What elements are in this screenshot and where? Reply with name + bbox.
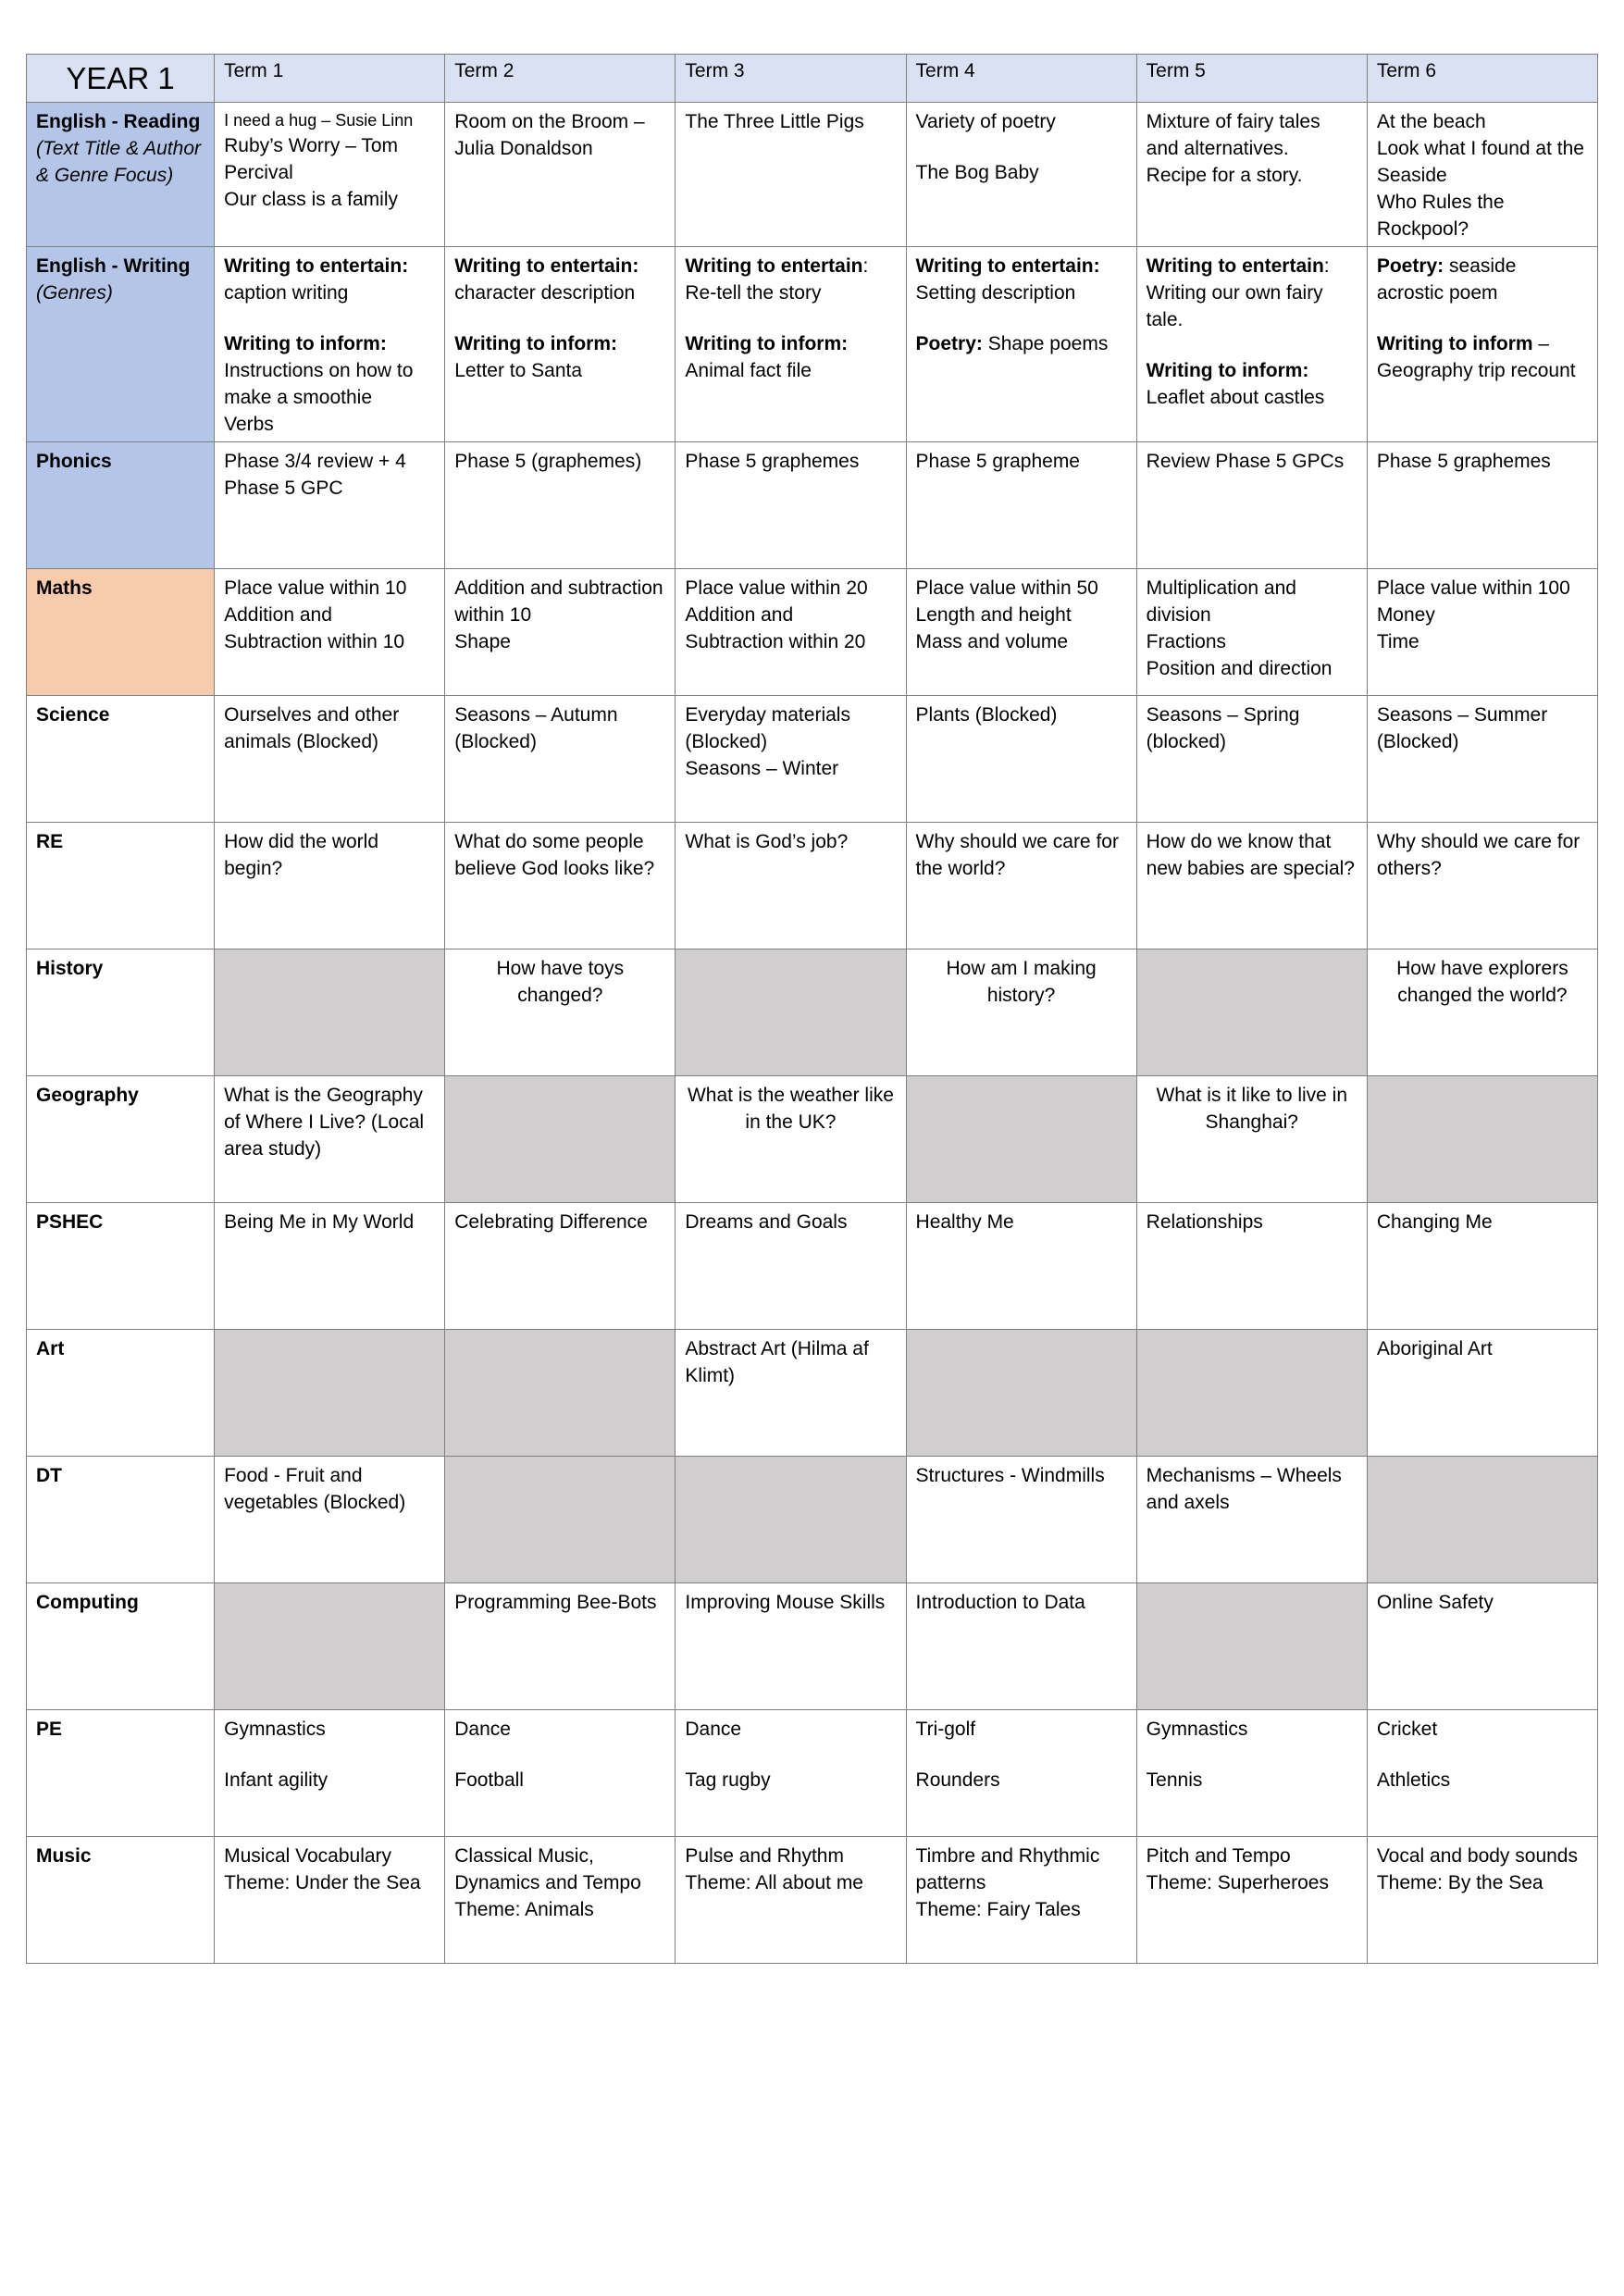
cell-pe-t5	[1136, 1710, 1367, 1837]
cell-line: Setting description	[915, 282, 1076, 304]
cell-science-t3	[676, 696, 906, 823]
cell-re-t5: How do we know that new babies are special?	[1136, 823, 1367, 949]
spacer	[1377, 1743, 1588, 1767]
cell-phonics-t5: Review Phase 5 GPCs	[1136, 442, 1367, 569]
spacer	[454, 306, 665, 330]
cell-dt-t6-empty	[1367, 1457, 1597, 1583]
cell-line: Tag rugby	[685, 1769, 771, 1791]
cell-line: Time	[1376, 631, 1419, 652]
subject-history: History	[27, 949, 215, 1076]
cell-line: caption writing	[224, 282, 349, 304]
cell-art-t3: Abstract Art (Hilma af Klimt)	[676, 1330, 906, 1457]
cell-line: Instructions on how to make a smoothie	[224, 360, 414, 408]
cell-science-t4: Plants (Blocked)	[906, 696, 1136, 823]
cell-dt-t3-empty	[676, 1457, 906, 1583]
cell-maths-t6	[1367, 569, 1597, 696]
row-maths	[27, 569, 1598, 696]
cell-reading-t4	[906, 103, 1136, 247]
cell-line: Dance	[685, 1719, 742, 1740]
row-pshec	[27, 1203, 1598, 1330]
cell-line: Athletics	[1376, 1769, 1451, 1791]
cell-pe-t3	[676, 1710, 906, 1837]
cell-line: Look what I found at the Seaside	[1376, 138, 1584, 186]
cell-maths-t3	[676, 569, 906, 696]
bold-label: Poetry:	[915, 333, 983, 354]
bold-label: Writing to inform:	[454, 333, 617, 354]
cell-pshec-t2: Celebrating Difference	[445, 1203, 676, 1330]
cell-line: Length and height	[915, 604, 1072, 626]
cell-line: Verbs	[224, 414, 274, 435]
subject-phonics: Phonics	[27, 442, 215, 569]
row-music	[27, 1837, 1598, 1964]
cell-line: Room on the Broom – Julia Donaldson	[454, 111, 645, 159]
cell-text: Letter to Santa	[454, 360, 583, 381]
bold-label: Writing to entertain	[685, 255, 863, 277]
cell-geography-t4-empty	[906, 1076, 1136, 1203]
cell-line: Timbre and Rhythmic patterns	[915, 1845, 1100, 1893]
cell-line: Who Rules the Rockpool?	[1376, 192, 1505, 240]
cell-reading-t3	[676, 103, 906, 247]
subject-name: English - Reading	[36, 111, 201, 132]
cell-line: Seasons – Winter	[685, 758, 839, 779]
cell-pe-t6	[1367, 1710, 1597, 1837]
cell-music-t4	[906, 1837, 1136, 1964]
cell-geography-t5: What is it like to live in Shanghai?	[1136, 1076, 1367, 1203]
cell-line: I need a hug – Susie Linn	[224, 111, 414, 130]
cell-text: Animal fact file	[685, 360, 812, 381]
cell-line: The Three Little Pigs	[685, 111, 864, 132]
cell-text: Leaflet about castles	[1146, 387, 1325, 408]
spacer	[224, 306, 435, 330]
cell-art-t5-empty	[1136, 1330, 1367, 1457]
subject-re: RE	[27, 823, 215, 949]
spacer	[916, 135, 1127, 159]
subject-pe: PE	[27, 1710, 215, 1837]
cell-line: Ruby’s Worry – Tom Percival	[224, 135, 399, 183]
cell-science-t6: Seasons – Summer (Blocked)	[1367, 696, 1597, 823]
cell-art-t4-empty	[906, 1330, 1136, 1457]
cell-line: Dance	[454, 1719, 511, 1740]
cell-line: Pitch and Tempo	[1146, 1845, 1291, 1867]
row-computing	[27, 1583, 1598, 1710]
cell-pshec-t5: Relationships	[1136, 1203, 1367, 1330]
subject-pshec: PSHEC	[27, 1203, 215, 1330]
spacer	[224, 1743, 435, 1767]
cell-line: Classical Music, Dynamics and Tempo	[454, 1845, 641, 1893]
subject-geography: Geography	[27, 1076, 215, 1203]
subject-science: Science	[27, 696, 215, 823]
cell-line: Variety of poetry	[915, 111, 1056, 132]
cell-pe-t2	[445, 1710, 676, 1837]
subject-english-reading	[27, 103, 215, 247]
cell-history-t2: How have toys changed?	[445, 949, 676, 1076]
cell-re-t6: Why should we care for others?	[1367, 823, 1597, 949]
cell-pe-t1	[215, 1710, 445, 1837]
cell-pshec-t6: Changing Me	[1367, 1203, 1597, 1330]
spacer	[1147, 333, 1357, 357]
cell-geography-t3: What is the weather like in the UK?	[676, 1076, 906, 1203]
bold-label: Writing to entertain:	[454, 255, 639, 277]
row-english-writing	[27, 247, 1598, 442]
cell-reading-t2	[445, 103, 676, 247]
cell-computing-t6: Online Safety	[1367, 1583, 1597, 1710]
cell-art-t6: Aboriginal Art	[1367, 1330, 1597, 1457]
cell-reading-t6	[1367, 103, 1597, 247]
cell-text: : Writing our own fairy tale.	[1146, 255, 1330, 330]
cell-phonics-t2: Phase 5 (graphemes)	[445, 442, 676, 569]
cell-line: Theme: Superheroes	[1146, 1872, 1329, 1893]
cell-history-t6: How have explorers changed the world?	[1367, 949, 1597, 1076]
cell-science-t5: Seasons – Spring (blocked)	[1136, 696, 1367, 823]
cell-line: The Bog Baby	[915, 162, 1039, 183]
subject-maths: Maths	[27, 569, 215, 696]
cell-re-t4: Why should we care for the world?	[906, 823, 1136, 949]
bold-label: Poetry:	[1376, 255, 1444, 277]
term-3-header: Term 3	[676, 55, 906, 103]
cell-line: Position and direction	[1146, 658, 1333, 679]
spacer	[916, 1743, 1127, 1767]
cell-line: Theme: Animals	[454, 1899, 594, 1920]
spacer	[916, 306, 1127, 330]
cell-writing-t3	[676, 247, 906, 442]
cell-line: Recipe for a story.	[1146, 165, 1303, 186]
cell-line: Musical Vocabulary	[224, 1845, 392, 1867]
cell-line: Theme: Under the Sea	[224, 1872, 421, 1893]
row-pe	[27, 1710, 1598, 1837]
row-geography	[27, 1076, 1598, 1203]
cell-reading-t5	[1136, 103, 1367, 247]
cell-line: Mass and volume	[915, 631, 1069, 652]
cell-maths-t1	[215, 569, 445, 696]
row-dt	[27, 1457, 1598, 1583]
cell-line: At the beach	[1376, 111, 1486, 132]
cell-line: Fractions	[1146, 631, 1227, 652]
cell-line: Addition and subtraction within 10	[454, 577, 663, 626]
cell-writing-t5	[1136, 247, 1367, 442]
cell-line: Rounders	[915, 1769, 1000, 1791]
bold-label: Writing to inform:	[685, 333, 849, 354]
cell-line: Cricket	[1376, 1719, 1438, 1740]
cell-line: Our class is a family	[224, 189, 398, 210]
cell-writing-t4	[906, 247, 1136, 442]
subject-subtitle: (Genres)	[36, 282, 113, 304]
cell-line: Money	[1376, 604, 1435, 626]
cell-pshec-t1: Being Me in My World	[215, 1203, 445, 1330]
cell-phonics-t3: Phase 5 graphemes	[676, 442, 906, 569]
cell-geography-t6-empty	[1367, 1076, 1597, 1203]
cell-pe-t4	[906, 1710, 1136, 1837]
spacer	[685, 1743, 896, 1767]
subject-computing: Computing	[27, 1583, 215, 1710]
subject-dt: DT	[27, 1457, 215, 1583]
cell-dt-t5: Mechanisms – Wheels and axels	[1136, 1457, 1367, 1583]
cell-line: Pulse and Rhythm	[685, 1845, 844, 1867]
cell-writing-t6	[1367, 247, 1597, 442]
subject-english-writing	[27, 247, 215, 442]
cell-history-t3-empty	[676, 949, 906, 1076]
subject-name: English - Writing	[36, 255, 191, 277]
cell-maths-t5	[1136, 569, 1367, 696]
subject-subtitle: (Text Title & Author & Genre Focus)	[36, 138, 201, 186]
cell-phonics-t6: Phase 5 graphemes	[1367, 442, 1597, 569]
subject-art: Art	[27, 1330, 215, 1457]
bold-label: Writing to entertain:	[915, 255, 1100, 277]
row-re	[27, 823, 1598, 949]
cell-art-t1-empty	[215, 1330, 445, 1457]
cell-dt-t2-empty	[445, 1457, 676, 1583]
spacer	[1377, 306, 1588, 330]
cell-history-t4: How am I making history?	[906, 949, 1136, 1076]
header-row	[27, 55, 1598, 103]
cell-history-t1-empty	[215, 949, 445, 1076]
term-4-header: Term 4	[906, 55, 1136, 103]
bold-label: Writing to entertain:	[224, 255, 409, 277]
cell-geography-t1: What is the Geography of Where I Live? (Local area study)	[215, 1076, 445, 1203]
cell-line: Vocal and body sounds	[1376, 1845, 1578, 1867]
term-2-header: Term 2	[445, 55, 676, 103]
subject-music: Music	[27, 1837, 215, 1964]
spacer	[1147, 1743, 1357, 1767]
cell-computing-t1-empty	[215, 1583, 445, 1710]
cell-science-t1: Ourselves and other animals (Blocked)	[215, 696, 445, 823]
cell-phonics-t4: Phase 5 grapheme	[906, 442, 1136, 569]
cell-history-t5-empty	[1136, 949, 1367, 1076]
cell-line: character description	[454, 282, 636, 304]
cell-line: Gymnastics	[224, 1719, 326, 1740]
cell-computing-t4: Introduction to Data	[906, 1583, 1136, 1710]
cell-text: – Geography trip recount	[1376, 333, 1576, 381]
cell-line: Infant agility	[224, 1769, 329, 1791]
cell-re-t2: What do some people believe God looks like?	[445, 823, 676, 949]
cell-text: : Re-tell the story	[685, 255, 869, 304]
cell-phonics-t1: Phase 3/4 review + 4 Phase 5 GPC	[215, 442, 445, 569]
term-1-header: Term 1	[215, 55, 445, 103]
cell-re-t1: How did the world begin?	[215, 823, 445, 949]
bold-label: Writing to inform:	[1146, 360, 1309, 381]
cell-line: Tri-golf	[915, 1719, 976, 1740]
term-5-header: Term 5	[1136, 55, 1367, 103]
cell-line: Tennis	[1146, 1769, 1203, 1791]
cell-computing-t2: Programming Bee-Bots	[445, 1583, 676, 1710]
cell-line: Place value within 50	[915, 577, 1098, 599]
cell-writing-t1	[215, 247, 445, 442]
curriculum-table	[26, 54, 1598, 1964]
spacer	[454, 1743, 665, 1767]
row-art	[27, 1330, 1598, 1457]
cell-line: Gymnastics	[1146, 1719, 1248, 1740]
cell-line: Place value within 10	[224, 577, 407, 599]
cell-dt-t1: Food - Fruit and vegetables (Blocked)	[215, 1457, 445, 1583]
bold-label: Writing to inform	[1376, 333, 1533, 354]
cell-music-t5	[1136, 1837, 1367, 1964]
cell-music-t6	[1367, 1837, 1597, 1964]
cell-maths-t4	[906, 569, 1136, 696]
row-science	[27, 696, 1598, 823]
term-6-header: Term 6	[1367, 55, 1597, 103]
cell-pshec-t3: Dreams and Goals	[676, 1203, 906, 1330]
cell-line: Theme: All about me	[685, 1872, 863, 1893]
cell-line: Multiplication and division	[1146, 577, 1296, 626]
cell-line: Place value within 20	[685, 577, 868, 599]
bold-label: Writing to entertain	[1146, 255, 1324, 277]
cell-text: seaside acrostic poem	[1376, 255, 1517, 304]
cell-reading-t1	[215, 103, 445, 247]
cell-line: Addition and Subtraction within 10	[224, 604, 405, 652]
cell-line: Mixture of fairy tales and alternatives.	[1146, 111, 1320, 159]
cell-music-t3	[676, 1837, 906, 1964]
cell-pshec-t4: Healthy Me	[906, 1203, 1136, 1330]
bold-label: Writing to inform:	[224, 333, 387, 354]
cell-line: Theme: By the Sea	[1376, 1872, 1543, 1893]
cell-line: Football	[454, 1769, 524, 1791]
cell-writing-t2	[445, 247, 676, 442]
cell-geography-t2-empty	[445, 1076, 676, 1203]
cell-line: Addition and Subtraction within 20	[685, 604, 866, 652]
cell-computing-t3: Improving Mouse Skills	[676, 1583, 906, 1710]
cell-dt-t4: Structures - Windmills	[906, 1457, 1136, 1583]
cell-line: Place value within 100	[1376, 577, 1570, 599]
cell-music-t2	[445, 1837, 676, 1964]
cell-music-t1	[215, 1837, 445, 1964]
row-english-reading	[27, 103, 1598, 247]
cell-maths-t2	[445, 569, 676, 696]
row-history	[27, 949, 1598, 1076]
cell-re-t3: What is God’s job?	[676, 823, 906, 949]
cell-art-t2-empty	[445, 1330, 676, 1457]
year-title: YEAR 1	[27, 55, 215, 103]
spacer	[685, 306, 896, 330]
row-phonics	[27, 442, 1598, 569]
cell-text: Shape poems	[987, 333, 1109, 354]
cell-computing-t5-empty	[1136, 1583, 1367, 1710]
cell-line: Theme: Fairy Tales	[915, 1899, 1081, 1920]
cell-science-t2: Seasons – Autumn (Blocked)	[445, 696, 676, 823]
cell-line: Shape	[454, 631, 511, 652]
cell-line: Everyday materials (Blocked)	[685, 704, 850, 752]
